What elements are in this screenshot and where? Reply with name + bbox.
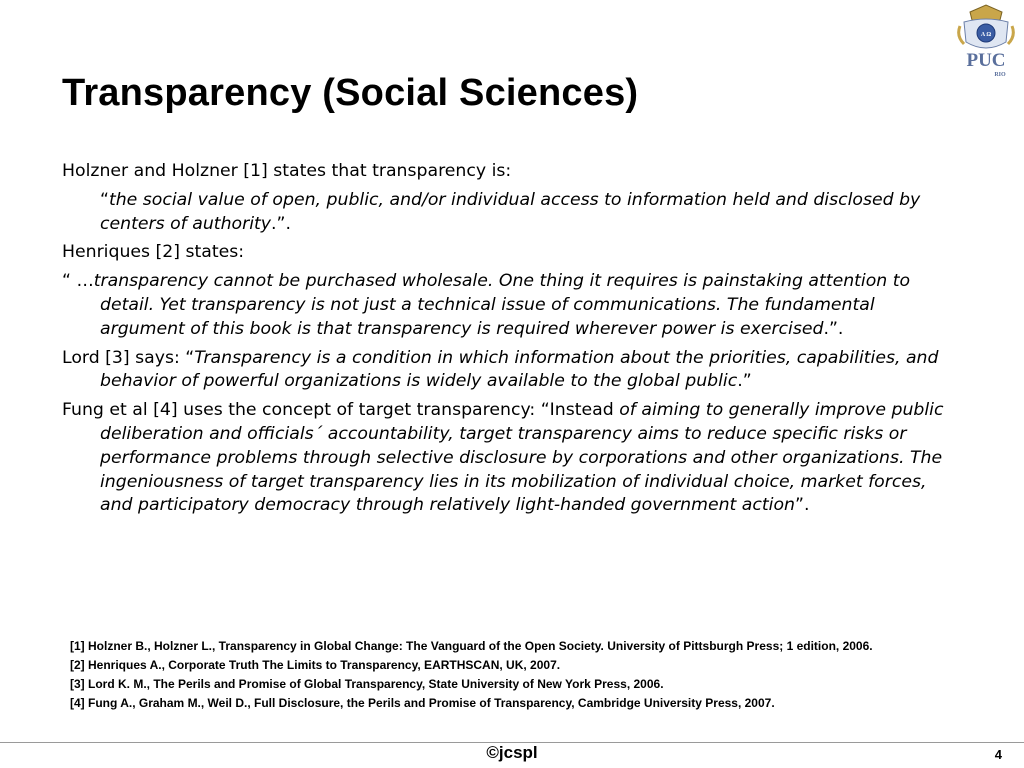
fung-quote-text: of aiming to generally improve public deliberation and officials´ accountability, target transparency aims to reduce specific risks or performance problems through selective disclosure by corporations and other organizations. The ingeniousness of target transparency lies in its mobilization of individual choice, market forces, and participatory democracy through relatively light-handed government action: [100, 400, 944, 516]
svg-text:A Ω: A Ω: [980, 32, 992, 38]
fung-lead-text: Fung et al [4] uses the concept of target transparency: “Instead: [62, 400, 620, 421]
paragraph-henriques-intro: [62, 241, 962, 265]
slide-title: Transparency (Social Sciences): [62, 72, 639, 114]
quote-close: .”: [737, 371, 752, 392]
reference-item: [1] Holzner B., Holzner L., Transparency in Global Change: The Vanguard of the Open Society. University of Pittsburgh Press; 1 edition, 2006.: [70, 639, 873, 653]
holzner-intro-text: Holzner and Holzner [1] states that transparency is:: [62, 161, 512, 181]
holzner-quote-text: the social value of open, public, and/or individual access to information held and disclosed by centers of authority: [100, 189, 921, 234]
logo-text: PUC: [966, 50, 1006, 71]
henriques-intro-text: Henriques [2] states:: [62, 242, 245, 263]
reference-item: [2] Henriques A., Corporate Truth The Limits to Transparency, EARTHSCAN, UK, 2007.: [70, 658, 561, 672]
footer-copyright: ©jcspl: [486, 743, 538, 762]
paragraph-lord: [62, 347, 962, 395]
paragraph-holzner-intro: [62, 160, 962, 184]
paragraph-henriques-quote: [62, 270, 962, 341]
quote-close: .”.: [271, 213, 291, 234]
reference-item: [4] Fung A., Graham M., Weil D., Full Disclosure, the Perils and Promise of Transparency, Cambridge University Press, 2007.: [70, 696, 775, 710]
logo-subtext: RIO: [994, 72, 1006, 78]
paragraph-fung: [62, 399, 962, 518]
page-number: 4: [994, 747, 1002, 762]
references: [70, 638, 950, 714]
quote-open: “ …: [62, 271, 94, 292]
quote-close: ”.: [795, 495, 810, 516]
henriques-quote-text: transparency cannot be purchased wholesale. One thing it requires is painstaking attention to detail. Yet transparency is not just a technical issue of communications. The fundamental argument of this book is that transparency is required wherever power is exercised: [93, 271, 911, 339]
lord-quote-text: Transparency is a condition in which information about the priorities, capabilities, and behavior of powerful organizations is widely available to the global public: [100, 347, 939, 392]
quote-open: “: [100, 189, 109, 210]
puc-rio-logo: [950, 2, 1022, 82]
paragraph-holzner-quote: [62, 189, 962, 237]
reference-item: [3] Lord K. M., The Perils and Promise of Global Transparency, State University of New York Press, 2006.: [70, 677, 664, 691]
lord-lead-text: Lord [3] says: “: [62, 347, 195, 368]
quote-close: .”.: [823, 318, 844, 339]
slide-body: [62, 160, 962, 523]
